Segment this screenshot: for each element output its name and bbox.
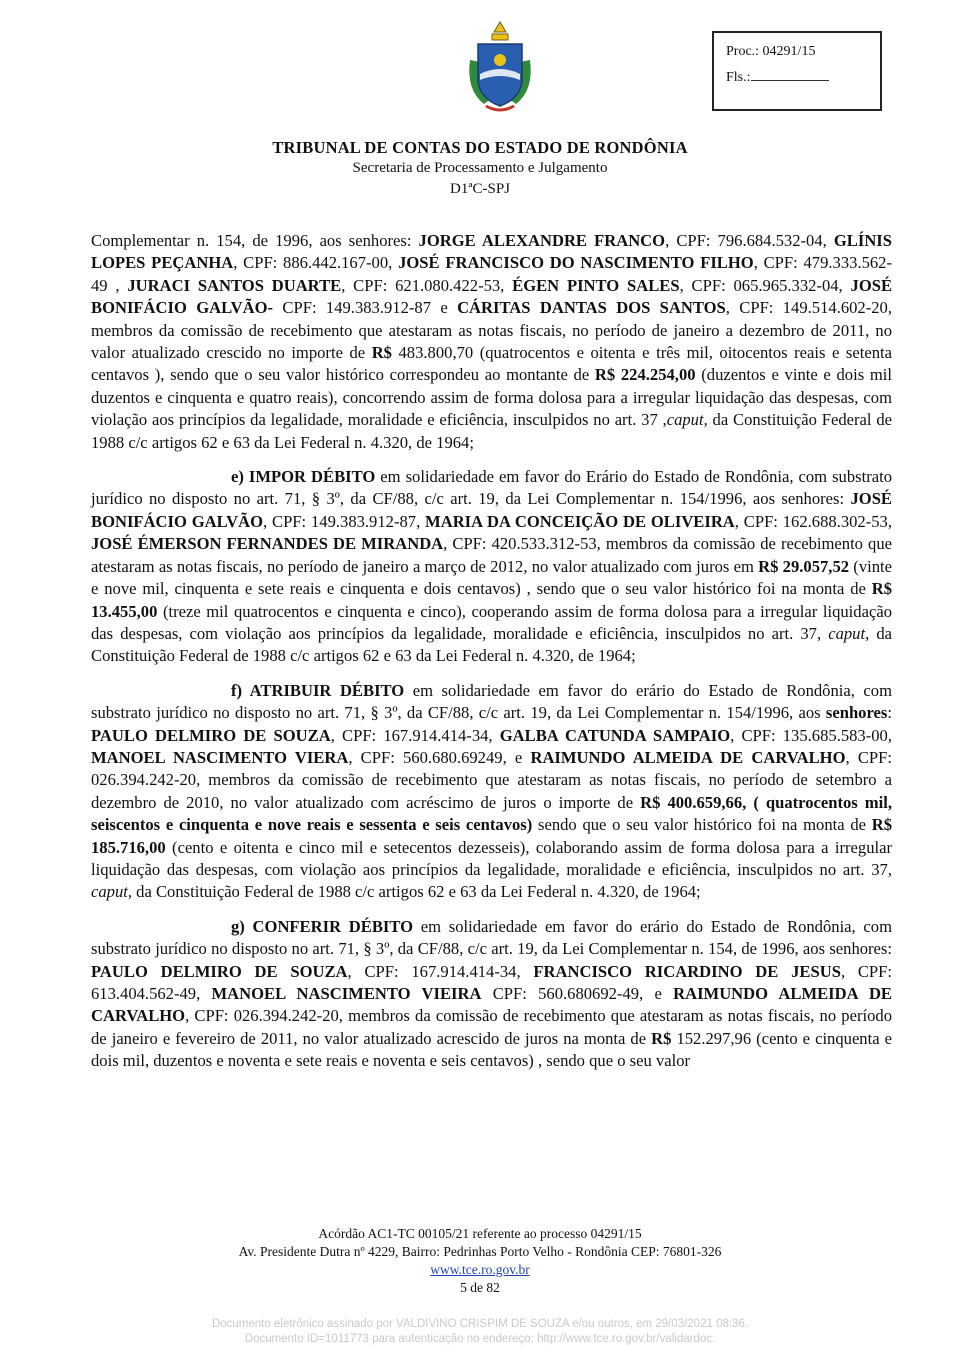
- body-paragraph: [91, 916, 892, 1073]
- bold-text-segment: JOSÉ BONIFÁCIO GALVÃO-: [91, 275, 893, 318]
- process-number: Proc.: 04291/15: [726, 44, 816, 59]
- bold-text-segment: JORGE ALEXANDRE FRANCO: [418, 231, 666, 250]
- bold-text-segment: R$ 29.057,52: [758, 556, 850, 576]
- text-segment: (duzentos e vinte e dois mil duzentos e cinquenta e quatro reais), concorrendo assim de forma dolosa para a irregular liquidação das despesas, com violação aos princípios da legalidade, moralidade e eficiência, insculpidos no art. 37 ,: [91, 365, 892, 430]
- text-segment: , CPF: 167.914.414-34,: [330, 725, 500, 745]
- italic-text-segment: caput,: [91, 882, 133, 902]
- bold-text-segment: PAULO DELMIRO DE SOUZA: [91, 725, 331, 745]
- text-segment: 152.297,96 (cento e cinquenta e dois mil, duzentos e noventa e sete reais e noventa e seis centavos) , sendo que o seu valor: [91, 1028, 892, 1071]
- text-segment: , CPF: 135.685.583-00,: [730, 725, 892, 745]
- text-segment: CPF: 149.383.912-87 e: [273, 298, 458, 318]
- text-segment: , CPF: 149.514.602-20, membros da comissão de recebimento que atestaram as notas fiscais, no período de janeiro a dezembro de 2011, no valor atualizado crescido no importe de: [91, 298, 892, 363]
- body-paragraph: [91, 230, 892, 454]
- italic-text-segment: caput: [666, 410, 704, 430]
- bold-text-segment: R$ 185.716,00: [91, 815, 892, 857]
- bold-text-segment: CÁRITAS DANTAS DOS SANTOS: [457, 298, 726, 318]
- institution-title: TRIBUNAL DE CONTAS DO ESTADO DE RONDÔNIA: [272, 138, 688, 157]
- text-segment: , da Constituição Federal de 1988 c/c artigos 62 e 63 da Lei Federal n. 4.320, de 1964;: [91, 410, 892, 452]
- text-segment: :: [887, 703, 892, 723]
- bold-text-segment: senhores: [825, 703, 888, 723]
- bold-text-segment: ÉGEN PINTO SALES: [512, 275, 680, 295]
- text-segment: , da Constituição Federal de 1988 c/c artigos 62 e 63 da Lei Federal n. 4.320, de 1964;: [91, 623, 892, 666]
- department-code: D1ªC-SPJ: [450, 181, 510, 197]
- bold-text-segment: g) CONFERIR DÉBITO: [231, 916, 414, 936]
- text-segment: , CPF: 613.404.562-49,: [91, 961, 892, 1003]
- footer-acordao: Acórdão AC1-TC 00105/21 referente ao processo 04291/15: [318, 1226, 642, 1241]
- footer-website-link[interactable]: www.tce.ro.gov.br: [430, 1262, 530, 1277]
- bold-text-segment: R$ 224.254,00: [594, 365, 696, 385]
- text-segment: , CPF: 162.688.302-53,: [734, 511, 892, 531]
- body-paragraph: [91, 466, 892, 668]
- bold-text-segment: FRANCISCO RICARDINO DE JESUS: [533, 961, 841, 981]
- folhas-blank-line: [751, 66, 829, 81]
- footer-address: Av. Presidente Dutra nº 4229, Bairro: Pedrinhas Porto Velho - Rondônia CEP: 76801-326: [238, 1244, 722, 1259]
- text-segment: (treze mil quatrocentos e cinquenta e cinco), cooperando assim de forma dolosa para a irregular liquidação das despesas, com violação aos princípios da legalidade, moralidade e eficiência, insculpidos no art. 37,: [91, 601, 892, 643]
- page-number: 5 de 82: [460, 1280, 500, 1295]
- bold-text-segment: MANOEL NASCIMENTO VIEIRA: [211, 984, 482, 1003]
- bold-text-segment: JOSÉ ÉMERSON FERNANDES DE MIRANDA: [91, 534, 444, 554]
- text-segment: (vinte e nove mil, cinquenta e sete reais e cinquenta e dois centavos) , sendo que o seu valor histórico foi na monta de: [91, 556, 892, 599]
- text-segment: em solidariedade em favor do erário do Estado de Rondônia, com substrato jurídico no disposto no art. 71, § 3º, da CF/88, c/c art. 19, da Lei Complementar n. 154, de 1996, aos senhores:: [91, 916, 892, 959]
- bold-text-segment: R$ 400.659,66, ( quatrocentos mil, seiscentos e cinquenta e nove reais e sessenta e seis centavos): [91, 792, 893, 835]
- bold-text-segment: e) IMPOR DÉBITO: [231, 467, 376, 487]
- bold-text-segment: MANOEL NASCIMENTO VIERA: [91, 747, 349, 767]
- document-body: [91, 230, 892, 1073]
- bold-text-segment: JOSÉ BONIFÁCIO GALVÃO: [91, 489, 892, 531]
- text-segment: CPF: 560.680692-49, e: [481, 984, 674, 1003]
- coat-of-arms-emblem: [462, 20, 538, 116]
- text-segment: , CPF: 479.333.562-49 ,: [91, 253, 893, 295]
- bold-text-segment: R$: [371, 343, 392, 363]
- text-segment: , CPF: 065.965.332-04,: [679, 275, 851, 295]
- text-segment: , CPF: 420.533.312-53, membros da comissão de recebimento que atestaram as notas fiscais, no período de janeiro a março de 2012, no valor atualizado com juros em: [91, 534, 892, 576]
- folhas-field: [726, 65, 880, 91]
- text-segment: , CPF: 149.383.912-87,: [263, 511, 426, 531]
- text-segment: , CPF: 886.442.167-00,: [233, 253, 399, 273]
- bold-text-segment: GLÍNIS LOPES PEÇANHA: [91, 231, 892, 273]
- body-paragraph: [91, 680, 892, 904]
- italic-text-segment: caput: [828, 623, 866, 643]
- bold-text-segment: JURACI SANTOS DUARTE: [127, 275, 342, 295]
- text-segment: da Constituição Federal de 1988 c/c artigos 62 e 63 da Lei Federal n. 4.320, de 1964;: [132, 882, 701, 902]
- bold-text-segment: MARIA DA CONCEIÇÃO DE OLIVEIRA: [425, 511, 735, 531]
- bold-text-segment: f) ATRIBUIR DÉBITO: [231, 680, 405, 700]
- bold-text-segment: PAULO DELMIRO DE SOUZA: [91, 961, 348, 981]
- bold-text-segment: JOSÉ FRANCISCO DO NASCIMENTO FILHO: [398, 253, 754, 273]
- department-subtitle: Secretaria de Processamento e Julgamento: [352, 160, 608, 176]
- text-segment: em solidariedade em favor do erário do Estado de Rondônia, com substrato jurídico no disposto no art. 71, § 3º, da CF/88, c/c art. 19, da Lei Complementar n. 154/1996, aos: [91, 680, 892, 723]
- text-segment: , CPF: 026.394.242-20, membros da comissão de recebimento que atestaram as notas fiscais, no período de setembro a dezembro de 2010, no valor atualizado com acréscimo de juros o importe de: [91, 747, 892, 812]
- text-segment: , CPF: 026.394.242-20, membros da comissão de recebimento que atestaram as notas fiscais, no período de janeiro e fevereiro de 2011, no valor atualizado acrescido de juros na monta de: [91, 1006, 892, 1048]
- text-segment: sendo que o seu valor histórico foi na monta de: [532, 815, 872, 835]
- text-segment: 483.800,70 (quatrocentos e oitenta e três mil, oitocentos reais e setenta centavos ), sendo que o seu valor histórico correspondeu ao montante de: [91, 343, 892, 385]
- folhas-label: Fls.:: [726, 70, 751, 85]
- bold-text-segment: RAIMUNDO ALMEIDA DE CARVALHO: [91, 984, 893, 1026]
- process-stamp-box: [712, 31, 882, 111]
- text-segment: , CPF: 796.684.532-04,: [665, 231, 834, 250]
- bold-text-segment: GALBA CATUNDA SAMPAIO: [499, 725, 731, 745]
- text-segment: Complementar n. 154, de 1996, aos senhores:: [91, 231, 419, 250]
- signature-watermark-line1: Documento eletrônico assinado por VALDIVINO CRISPIM DE SOUZA e/ou outros, em 29/03/2021 08:36.: [211, 1318, 749, 1330]
- text-segment: , CPF: 167.914.414-34,: [347, 961, 534, 981]
- text-segment: , CPF: 621.080.422-53,: [341, 275, 513, 295]
- bold-text-segment: RAIMUNDO ALMEIDA DE CARVALHO: [530, 747, 846, 767]
- text-segment: (cento e oitenta e cinco mil e setecentos dezesseis), colaborando assim de forma dolosa para a irregular liquidação das despesas, com violação aos princípios da legalidade, moralidade e eficiência, insculpidos no art. 37,: [91, 837, 892, 879]
- signature-watermark-line2: Documento ID=1011773 para autenticação no endereço: http://www.tce.ro.gov.br/validardoc.: [244, 1333, 716, 1345]
- text-segment: em solidariedade em favor do Erário do Estado de Rondônia, com substrato jurídico no disposto no art. 71, § 3º, da CF/88, c/c art. 19, da Lei Complementar n. 154/1996, aos senhores:: [91, 467, 892, 509]
- text-segment: , CPF: 560.680.69249, e: [348, 747, 531, 767]
- bold-text-segment: R$: [651, 1028, 672, 1048]
- bold-text-segment: R$ 13.455,00: [91, 579, 892, 621]
